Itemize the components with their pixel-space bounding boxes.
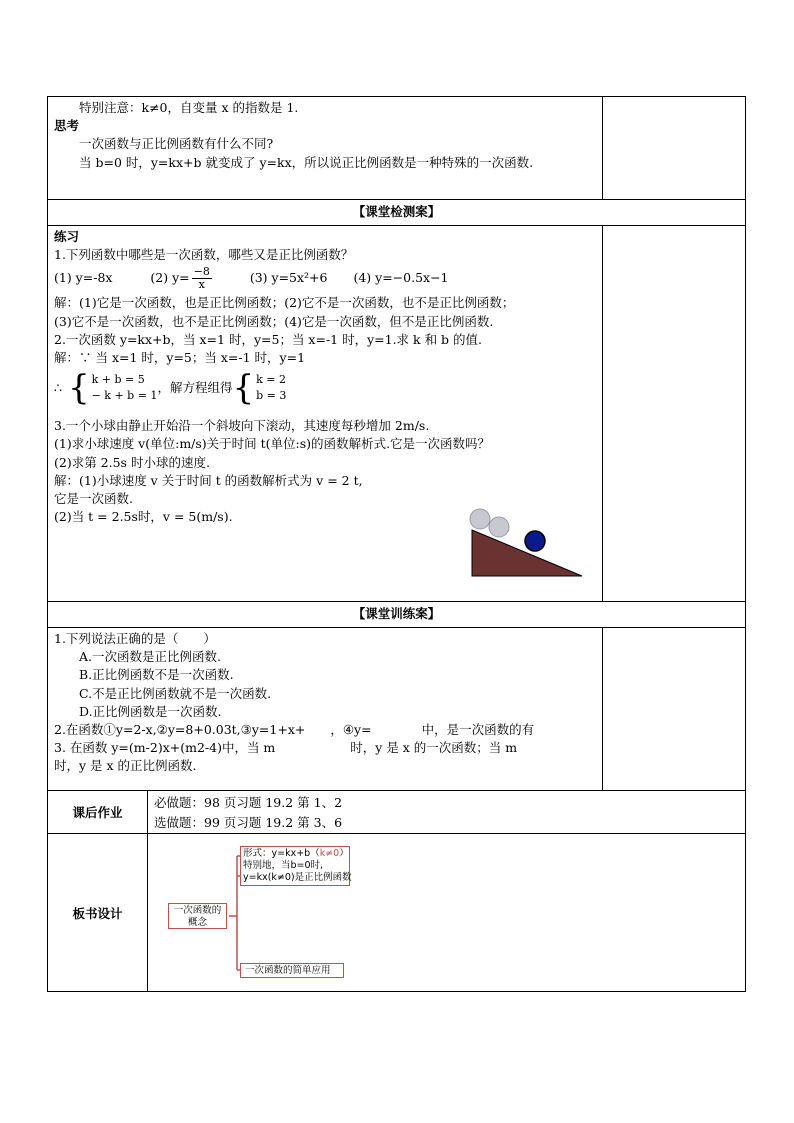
- mindmap-root-node: [168, 903, 227, 929]
- board-design-content: [148, 834, 745, 991]
- training-option-b: B.正比例函数不是一次函数.: [79, 667, 234, 683]
- solution-b: b = 3: [256, 389, 287, 403]
- thinking-answer: 当 b=0 时，y=kx+b 就变成了 y=kx，所以说正比例函数是一种特殊的一次函数.: [79, 154, 534, 170]
- ball-current: [525, 531, 545, 551]
- training-option-a: A.一次函数是正比例函数.: [79, 649, 221, 665]
- practice-heading: 练习: [54, 229, 80, 244]
- q1-option-2-prefix: (2) y=: [150, 270, 190, 286]
- practice-q2: 2.一次函数 y=kx+b，当 x=1 时，y=5；当 x=-1 时，y=1.求 k 和 b 的值.: [54, 331, 482, 347]
- row-thinking-content: [48, 97, 603, 199]
- fraction-denominator: x: [198, 278, 205, 292]
- answer3-line2: 它是一次函数.: [54, 491, 133, 507]
- ball-position-2: [489, 517, 509, 537]
- equation-system-1: [67, 368, 158, 409]
- form-line: [243, 848, 347, 860]
- mindmap-node-form: [240, 846, 350, 886]
- row-homework: [48, 791, 745, 834]
- row-thinking: [48, 97, 745, 200]
- homework-required: 必做题：98 页习题 19.2 第 1、2: [154, 795, 343, 810]
- answer1-line1: 解：(1)它是一次函数，也是正比例函数；(2)它不是一次函数，也不是正比例函数；: [54, 295, 515, 311]
- practice-content: [48, 226, 603, 601]
- fraction-numerator: −8: [193, 265, 210, 279]
- special-case-line: 特别地，当b=0时,: [243, 860, 324, 871]
- row-practice: [48, 226, 745, 602]
- practice-q3-sub1: (1)求小球速度 v(单位:m/s)关于时间 t(单位:s)的函数解析式.它是一次函数吗？: [54, 436, 491, 452]
- notes-column: [603, 226, 745, 601]
- training-option-d: D.正比例函数是一次函数.: [79, 703, 222, 719]
- row-training: [48, 628, 745, 791]
- form-suffix: ）: [339, 848, 349, 859]
- q1-option-4: (4) y=−0.5x−1: [353, 270, 449, 286]
- left-brace-icon: {: [232, 368, 255, 409]
- lesson-table: [47, 96, 746, 992]
- thinking-heading: 思考: [54, 118, 80, 134]
- row-section-test: [48, 200, 745, 226]
- notes-column: [603, 97, 745, 199]
- homework-optional: 选做题：99 页习题 19.2 第 3、6: [154, 815, 343, 830]
- practice-q3: 3.一个小球由静止开始沿一个斜坡向下滚动，其速度每秒增加 2m/s.: [54, 418, 430, 434]
- answer2-line1: 解：∵ 当 x=1 时，y=5；当 x=-1 时，y=1: [54, 350, 306, 366]
- training-q2: 2.在函数①y=2-x,②y=8+0.03t,③y=1+x+ ，④y= 中，是一次函数的有: [54, 722, 535, 738]
- therefore-symbol: ∴: [54, 380, 62, 396]
- equation-2: − k + b = 1: [91, 389, 158, 403]
- left-brace-icon: {: [67, 368, 90, 409]
- answer1-line2: (3)它不是一次函数，也不是正比例函数；(4)它是一次函数，但不是正比例函数.: [54, 313, 494, 329]
- special-note: 特别注意：k≠0，自变量 x 的指数是 1.: [79, 100, 299, 115]
- rolling-ball-slope-illustration: [466, 508, 584, 580]
- answer3-line1: 解：(1)小球速度 v 关于时间 t 的函数解析式为 v = 2 t,: [54, 472, 363, 488]
- homework-content: [148, 791, 745, 833]
- root-node-line2: 概念: [187, 917, 207, 928]
- equation-system-2: [232, 368, 287, 409]
- q1-option-2-fraction: [192, 266, 212, 291]
- root-node-line1: 一次函数的: [173, 905, 222, 916]
- training-q3-line2: 时，y 是 x 的正比例函数.: [54, 758, 197, 774]
- equation-1: k + b = 5: [91, 373, 145, 387]
- notes-column: [603, 628, 745, 790]
- proportional-function-line: y=kx(k≠0)是正比例函数: [243, 872, 352, 883]
- section-title-test: 【课堂检测案】: [352, 204, 441, 219]
- homework-label: 课后作业: [48, 791, 148, 833]
- q1-option-1: (1) y=-8x: [54, 270, 113, 286]
- training-q1: 1.下列说法正确的是（ ）: [54, 631, 216, 646]
- form-condition: k≠0: [319, 848, 340, 859]
- mindmap-node-application: 一次函数的简单应用: [240, 963, 344, 978]
- section-title-training: 【课堂训练案】: [352, 606, 441, 621]
- solution-k: k = 2: [256, 373, 286, 387]
- solve-text: ，解方程组得: [157, 380, 233, 396]
- row-section-training: [48, 602, 745, 628]
- thinking-question: 一次函数与正比例函数有什么不同?: [79, 136, 274, 152]
- practice-q3-sub2: (2)求第 2.5s 时小球的速度.: [54, 454, 210, 470]
- practice-q1: 1.下列函数中哪些是一次函数，哪些又是正比例函数？: [54, 247, 354, 263]
- practice-q1-options: [54, 264, 596, 292]
- q1-option-3: (3) y=5x²+6: [249, 270, 328, 286]
- row-board-design: [48, 834, 745, 991]
- training-option-c: C.不是正比例函数就不是一次函数.: [79, 685, 272, 701]
- form-prefix: 形式：y=kx+b（: [243, 848, 320, 859]
- training-q3-line1: 3. 在函数 y=(m-2)x+(m2-4)中，当 m 时，y 是 x 的一次函数；当 m: [54, 740, 518, 756]
- answer2-system: [54, 367, 596, 409]
- ball-position-1: [470, 509, 490, 529]
- answer3-line3: (2)当 t = 2.5s时，v = 5(m/s).: [54, 509, 233, 525]
- training-content: [48, 628, 603, 790]
- board-design-label: 板书设计: [48, 834, 148, 991]
